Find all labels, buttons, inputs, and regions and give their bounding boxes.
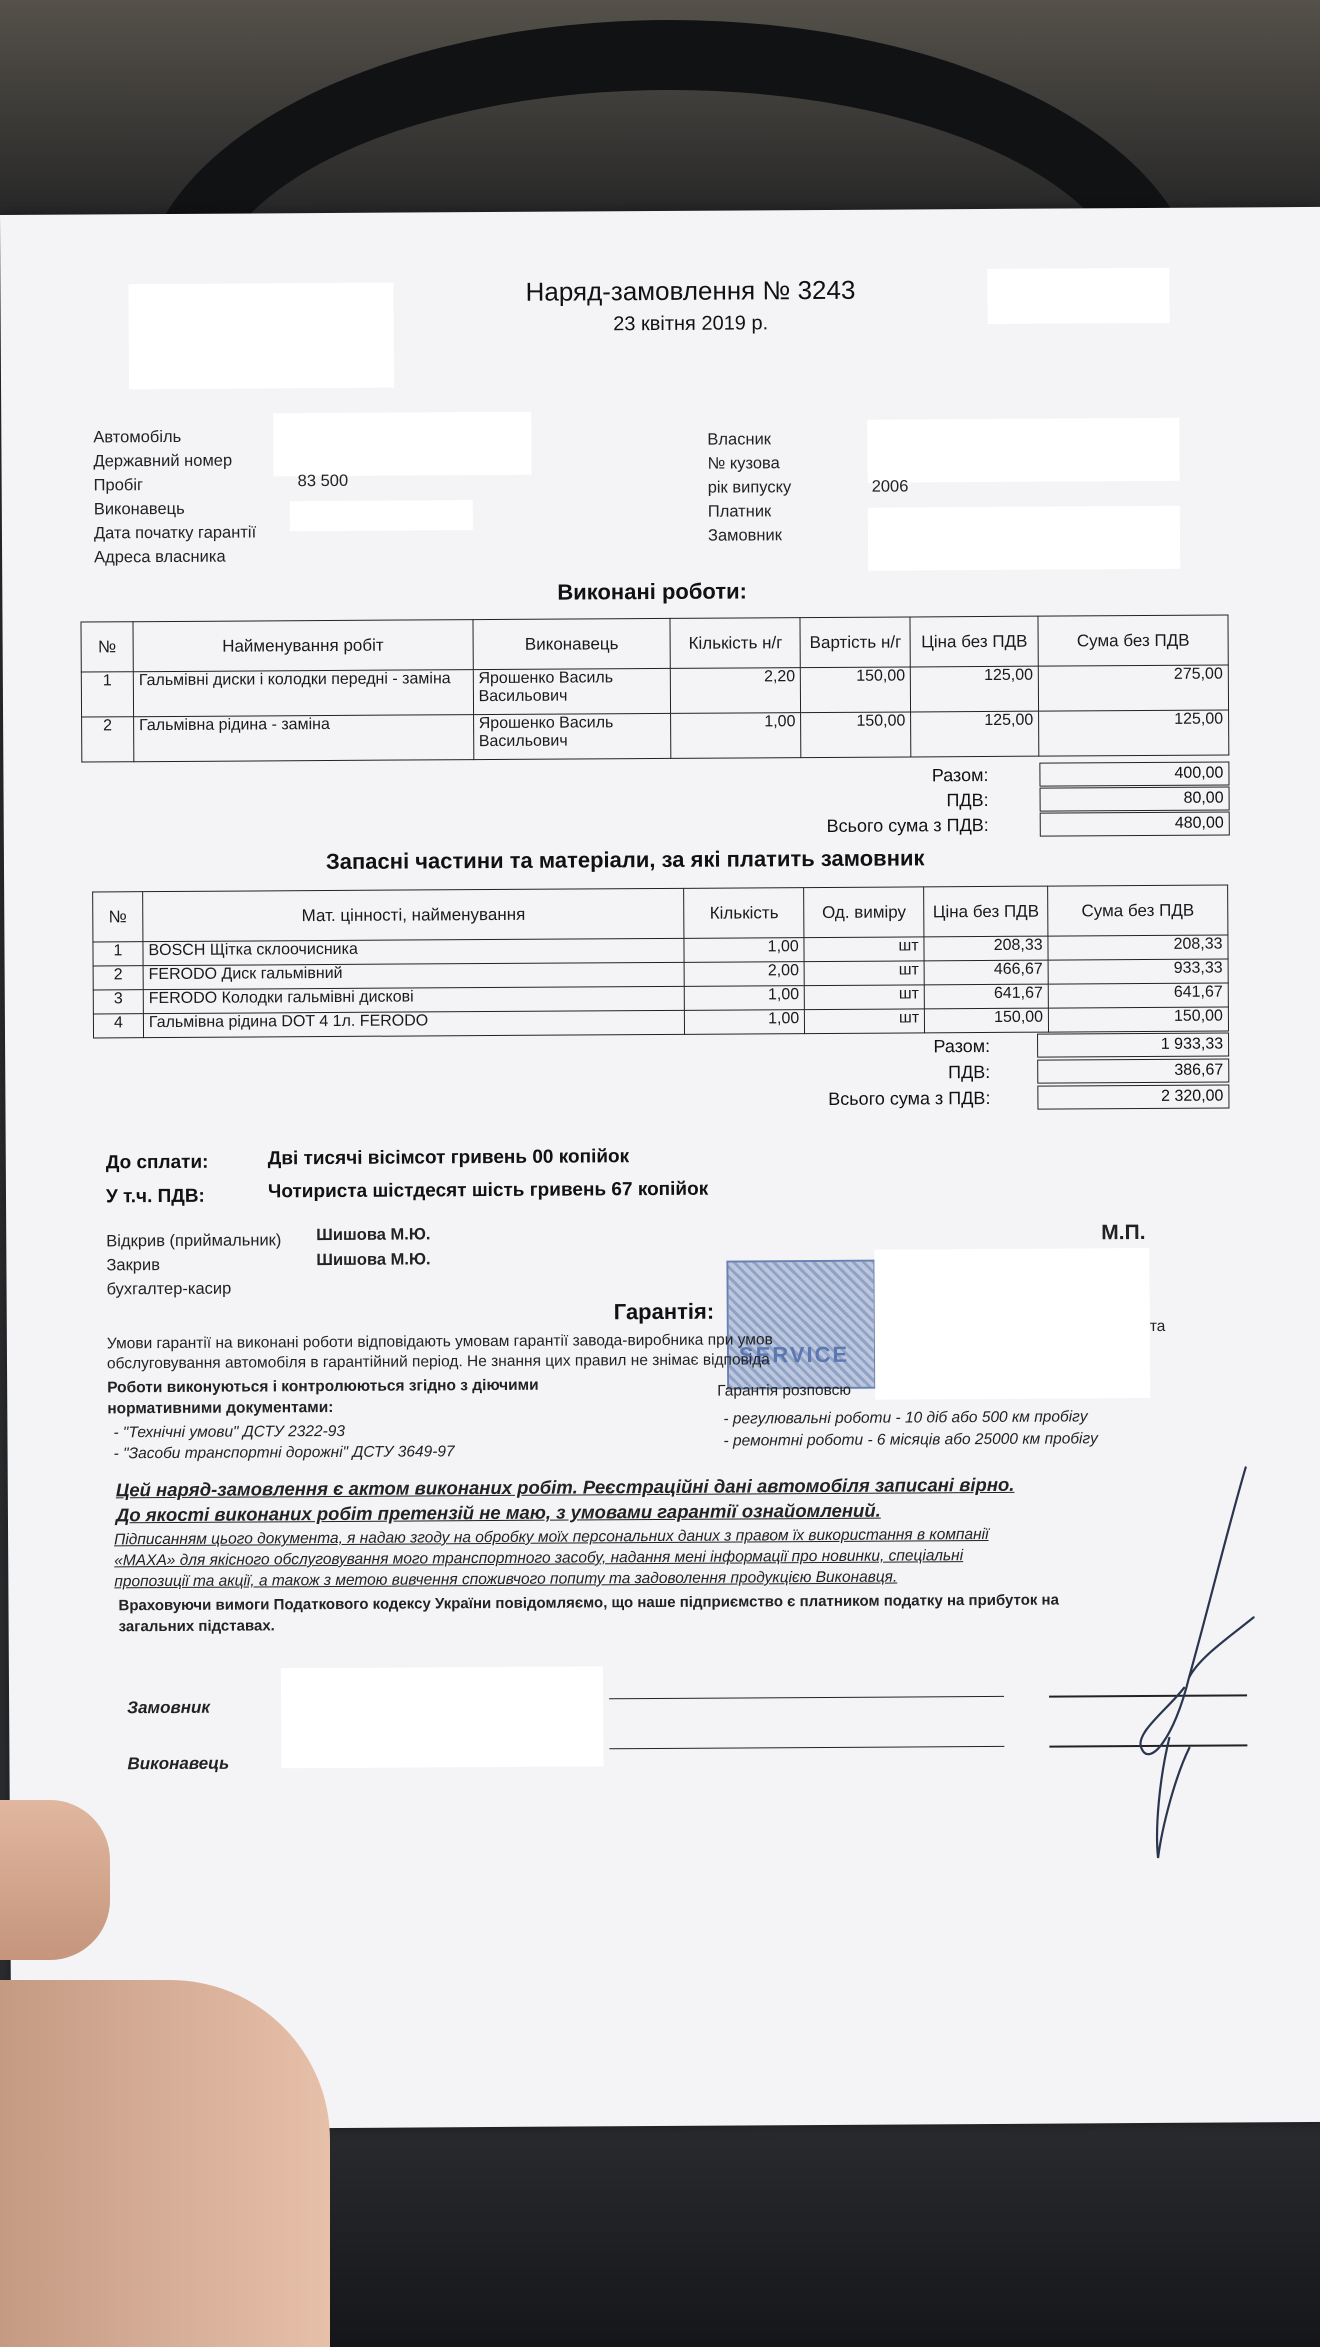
order-document: [0, 207, 1320, 2130]
cell: BOSCH Щітка склоочисника: [143, 938, 685, 965]
works-col-hours: Кількість н/г: [670, 618, 800, 669]
warranty-term-1: - регулювальні роботи - 10 діб або 500 км пробігу: [723, 1408, 1088, 1428]
works-total-label: Разом:: [931, 764, 989, 786]
document-title: Наряд-замовлення № 3243: [525, 274, 856, 307]
parts-col-no: №: [93, 892, 143, 942]
redacted-logo: [128, 283, 394, 390]
warranty-line-2: обслуговування автомобіля в гарантійний період. Не знання цих правил не знімає відповіда: [106, 1351, 770, 1373]
parts-col-sum: Сума без ПДВ: [1048, 885, 1228, 936]
parts-section-title: Запасні частини та матеріали, за які платить замовник: [325, 845, 925, 875]
norm-1: - "Технічні умови" ДСТУ 2322-93: [113, 1422, 346, 1442]
seal-mark: М.П.: [1101, 1221, 1146, 1245]
consent-line-2: «МАХА» для якісного обслуговування мого транспортного засобу, надання мені інформації про новинки, спеціальні: [114, 1547, 964, 1570]
label-warranty-start: Дата початку гарантії: [93, 523, 257, 543]
year-value: 2006: [871, 477, 909, 496]
works-table: [80, 615, 1229, 763]
cell: 2,00: [684, 962, 804, 987]
cell: 275,00: [1038, 665, 1228, 711]
cell: 933,33: [1048, 959, 1228, 984]
cell: шт: [804, 961, 924, 986]
parts-grand-value: 2 320,00: [1037, 1085, 1229, 1110]
closed-label: Закрив: [106, 1256, 161, 1275]
label-owner: Власник: [707, 430, 772, 449]
cell: 2: [82, 717, 134, 762]
parts-vat-label: ПДВ:: [948, 1061, 991, 1083]
cell: 641,67: [924, 984, 1048, 1009]
cell: 2: [93, 966, 143, 990]
parts-total-value: 1 933,33: [1037, 1033, 1229, 1058]
label-plate: Державний номер: [93, 451, 233, 471]
label-payer: Платник: [707, 502, 772, 521]
tax-line-1: Враховуючи вимоги Податкового кодексу України повідомляємо, що наше підприємство є платником податку на прибуток на: [118, 1591, 1059, 1615]
vat-included-label: У т.ч. ПДВ:: [105, 1185, 205, 1208]
stamp-text: SERVICE: [738, 1341, 850, 1368]
redacted-warranty: [874, 1248, 1150, 1400]
redacted-block: [987, 268, 1169, 324]
table-row: [81, 665, 1228, 717]
cell: 125,00: [911, 711, 1039, 757]
closed-name: Шишова М.Ю.: [316, 1250, 431, 1270]
warranty-term-2: - ремонтні роботи - 6 місяців або 25000 км пробігу: [723, 1430, 1098, 1450]
cell: 150,00: [801, 667, 911, 713]
customer-sign-line: [609, 1696, 1004, 1699]
cell: 2,20: [671, 668, 801, 714]
company-stamp: [726, 1260, 876, 1390]
consent-line-1: Підписанням цього документа, я надаю згоду на обробку моїх персональних даних з правом їх використання в компанії: [114, 1525, 989, 1549]
cell: шт: [805, 1009, 925, 1034]
works-grand-label: Всього сума з ПДВ:: [826, 814, 989, 836]
redacted-signature-names: [281, 1666, 604, 1768]
cell: 208,33: [1048, 935, 1228, 960]
vat-included-value: Чотириста шістдесят шість гривень 67 копійок: [267, 1178, 709, 1203]
parts-col-unit: Од. виміру: [804, 887, 924, 938]
works-col-rate: Вартість н/г: [800, 617, 910, 668]
executor-sign-label: Виконавець: [127, 1753, 230, 1774]
label-customer: Замовник: [707, 526, 783, 545]
works-col-no: №: [81, 622, 133, 672]
cell: FERODO Диск гальмівний: [143, 962, 685, 989]
cell: 208,33: [924, 936, 1048, 961]
works-vat-value: 80,00: [1040, 787, 1230, 812]
label-car: Автомобіль: [93, 427, 182, 447]
works-col-name: Найменування робіт: [133, 620, 473, 672]
table-row: [82, 710, 1229, 762]
cell: 125,00: [911, 666, 1039, 712]
norms-title-1: Роботи виконуються і контролюються згідно з діючими: [107, 1376, 539, 1397]
cell: 1,00: [685, 1010, 805, 1035]
redacted-car: [273, 412, 531, 477]
parts-total-label: Разом:: [933, 1035, 991, 1057]
cell: 125,00: [1039, 710, 1229, 756]
label-mileage: Пробіг: [93, 476, 144, 495]
label-year: рік випуску: [707, 478, 792, 497]
opened-name: Шишова М.Ю.: [316, 1225, 431, 1245]
warranty-title: Гарантія:: [613, 1298, 715, 1325]
cell: 1,00: [671, 713, 801, 759]
cell: Гальмівна рідина DOT 4 1л. FERODO: [143, 1010, 685, 1037]
works-col-executor: Виконавець: [473, 618, 671, 669]
customer-sign-label: Замовник: [127, 1697, 211, 1718]
works-col-sum: Сума без ПДВ: [1038, 615, 1228, 666]
cell: FERODO Колодки гальмівні дискові: [143, 986, 685, 1013]
cell: 1,00: [685, 986, 805, 1011]
parts-table: [92, 885, 1229, 1039]
parts-header-row: [93, 885, 1228, 942]
opened-label: Відкрив (приймальник): [106, 1231, 282, 1251]
tax-line-2: загальних підставах.: [118, 1617, 275, 1636]
norm-2: - "Засоби транспортні дорожні" ДСТУ 3649-97: [113, 1443, 455, 1463]
redacted-owner: [867, 418, 1179, 483]
cell: 641,67: [1048, 983, 1228, 1008]
label-executor: Виконавець: [93, 499, 185, 519]
parts-col-price: Ціна без ПДВ: [924, 886, 1048, 937]
cell: 466,67: [924, 960, 1048, 985]
declaration-line-1: Цей наряд-замовлення є актом виконаних робіт. Реєстраційні дані автомобіля записані вірно.: [115, 1473, 1015, 1501]
executor-sign-line: [609, 1746, 1004, 1749]
norms-title-2: нормативними документами:: [107, 1398, 334, 1418]
hand-thumb: [0, 1800, 110, 1960]
redacted-payer: [868, 506, 1180, 571]
cell: шт: [805, 985, 925, 1010]
cell: Ярошенко Василь Васильович: [473, 668, 671, 714]
warranty-line-1-end: та: [1149, 1317, 1166, 1335]
parts-col-name: Мат. цінності, найменування: [143, 888, 685, 941]
works-total-value: 400,00: [1039, 762, 1229, 787]
mileage-value: 83 500: [297, 471, 349, 491]
label-vin: № кузова: [707, 454, 780, 473]
cell: 3: [93, 990, 143, 1014]
cell: 150,00: [1048, 1007, 1228, 1032]
declaration-line-2: До якості виконаних робіт претензій не маю, з умовами гарантії ознайомлений.: [115, 1499, 881, 1526]
hand: [0, 1980, 330, 2347]
warranty-line-1: Умови гарантії на виконані роботи відповідають умовам гарантії завода-виробника при умов: [106, 1331, 773, 1353]
cell: Ярошенко Василь Васильович: [473, 713, 671, 759]
redacted-executor: [290, 500, 473, 531]
works-col-price: Ціна без ПДВ: [910, 616, 1038, 667]
works-section-title: Виконані роботи:: [557, 578, 747, 605]
parts-col-qty: Кількість: [684, 888, 804, 939]
works-grand-value: 480,00: [1040, 811, 1230, 836]
parts-vat-value: 386,67: [1037, 1059, 1229, 1084]
cell: 4: [93, 1014, 143, 1038]
parts-grand-label: Всього сума з ПДВ:: [828, 1087, 991, 1109]
cashier-label: бухгалтер-касир: [106, 1279, 232, 1299]
cell: 1: [81, 672, 133, 717]
cell: Гальмівні диски і колодки передні - заміна: [133, 670, 473, 717]
cell: 1,00: [684, 938, 804, 963]
to-pay-value: Дві тисячі вісімсот гривень 00 копійок: [267, 1146, 630, 1170]
cell: Гальмівна рідина - заміна: [134, 715, 474, 762]
cell: 150,00: [925, 1008, 1049, 1033]
label-owner-address: Адреса власника: [94, 547, 226, 567]
handwritten-signature: [1128, 1447, 1261, 1868]
consent-line-3: пропозиції та акції, а також з метою вивчення споживчого попиту та задоволення продукцією Виконавця.: [114, 1568, 898, 1591]
to-pay-label: До сплати:: [105, 1151, 209, 1174]
cell: 150,00: [801, 712, 911, 758]
cell: 1: [93, 942, 143, 966]
works-vat-label: ПДВ:: [946, 789, 989, 811]
warranty-extends: Гарантія розповсю: [717, 1381, 852, 1400]
works-header-row: [81, 615, 1228, 672]
cell: шт: [804, 937, 924, 962]
document-date: 23 квітня 2019 р.: [613, 312, 769, 336]
